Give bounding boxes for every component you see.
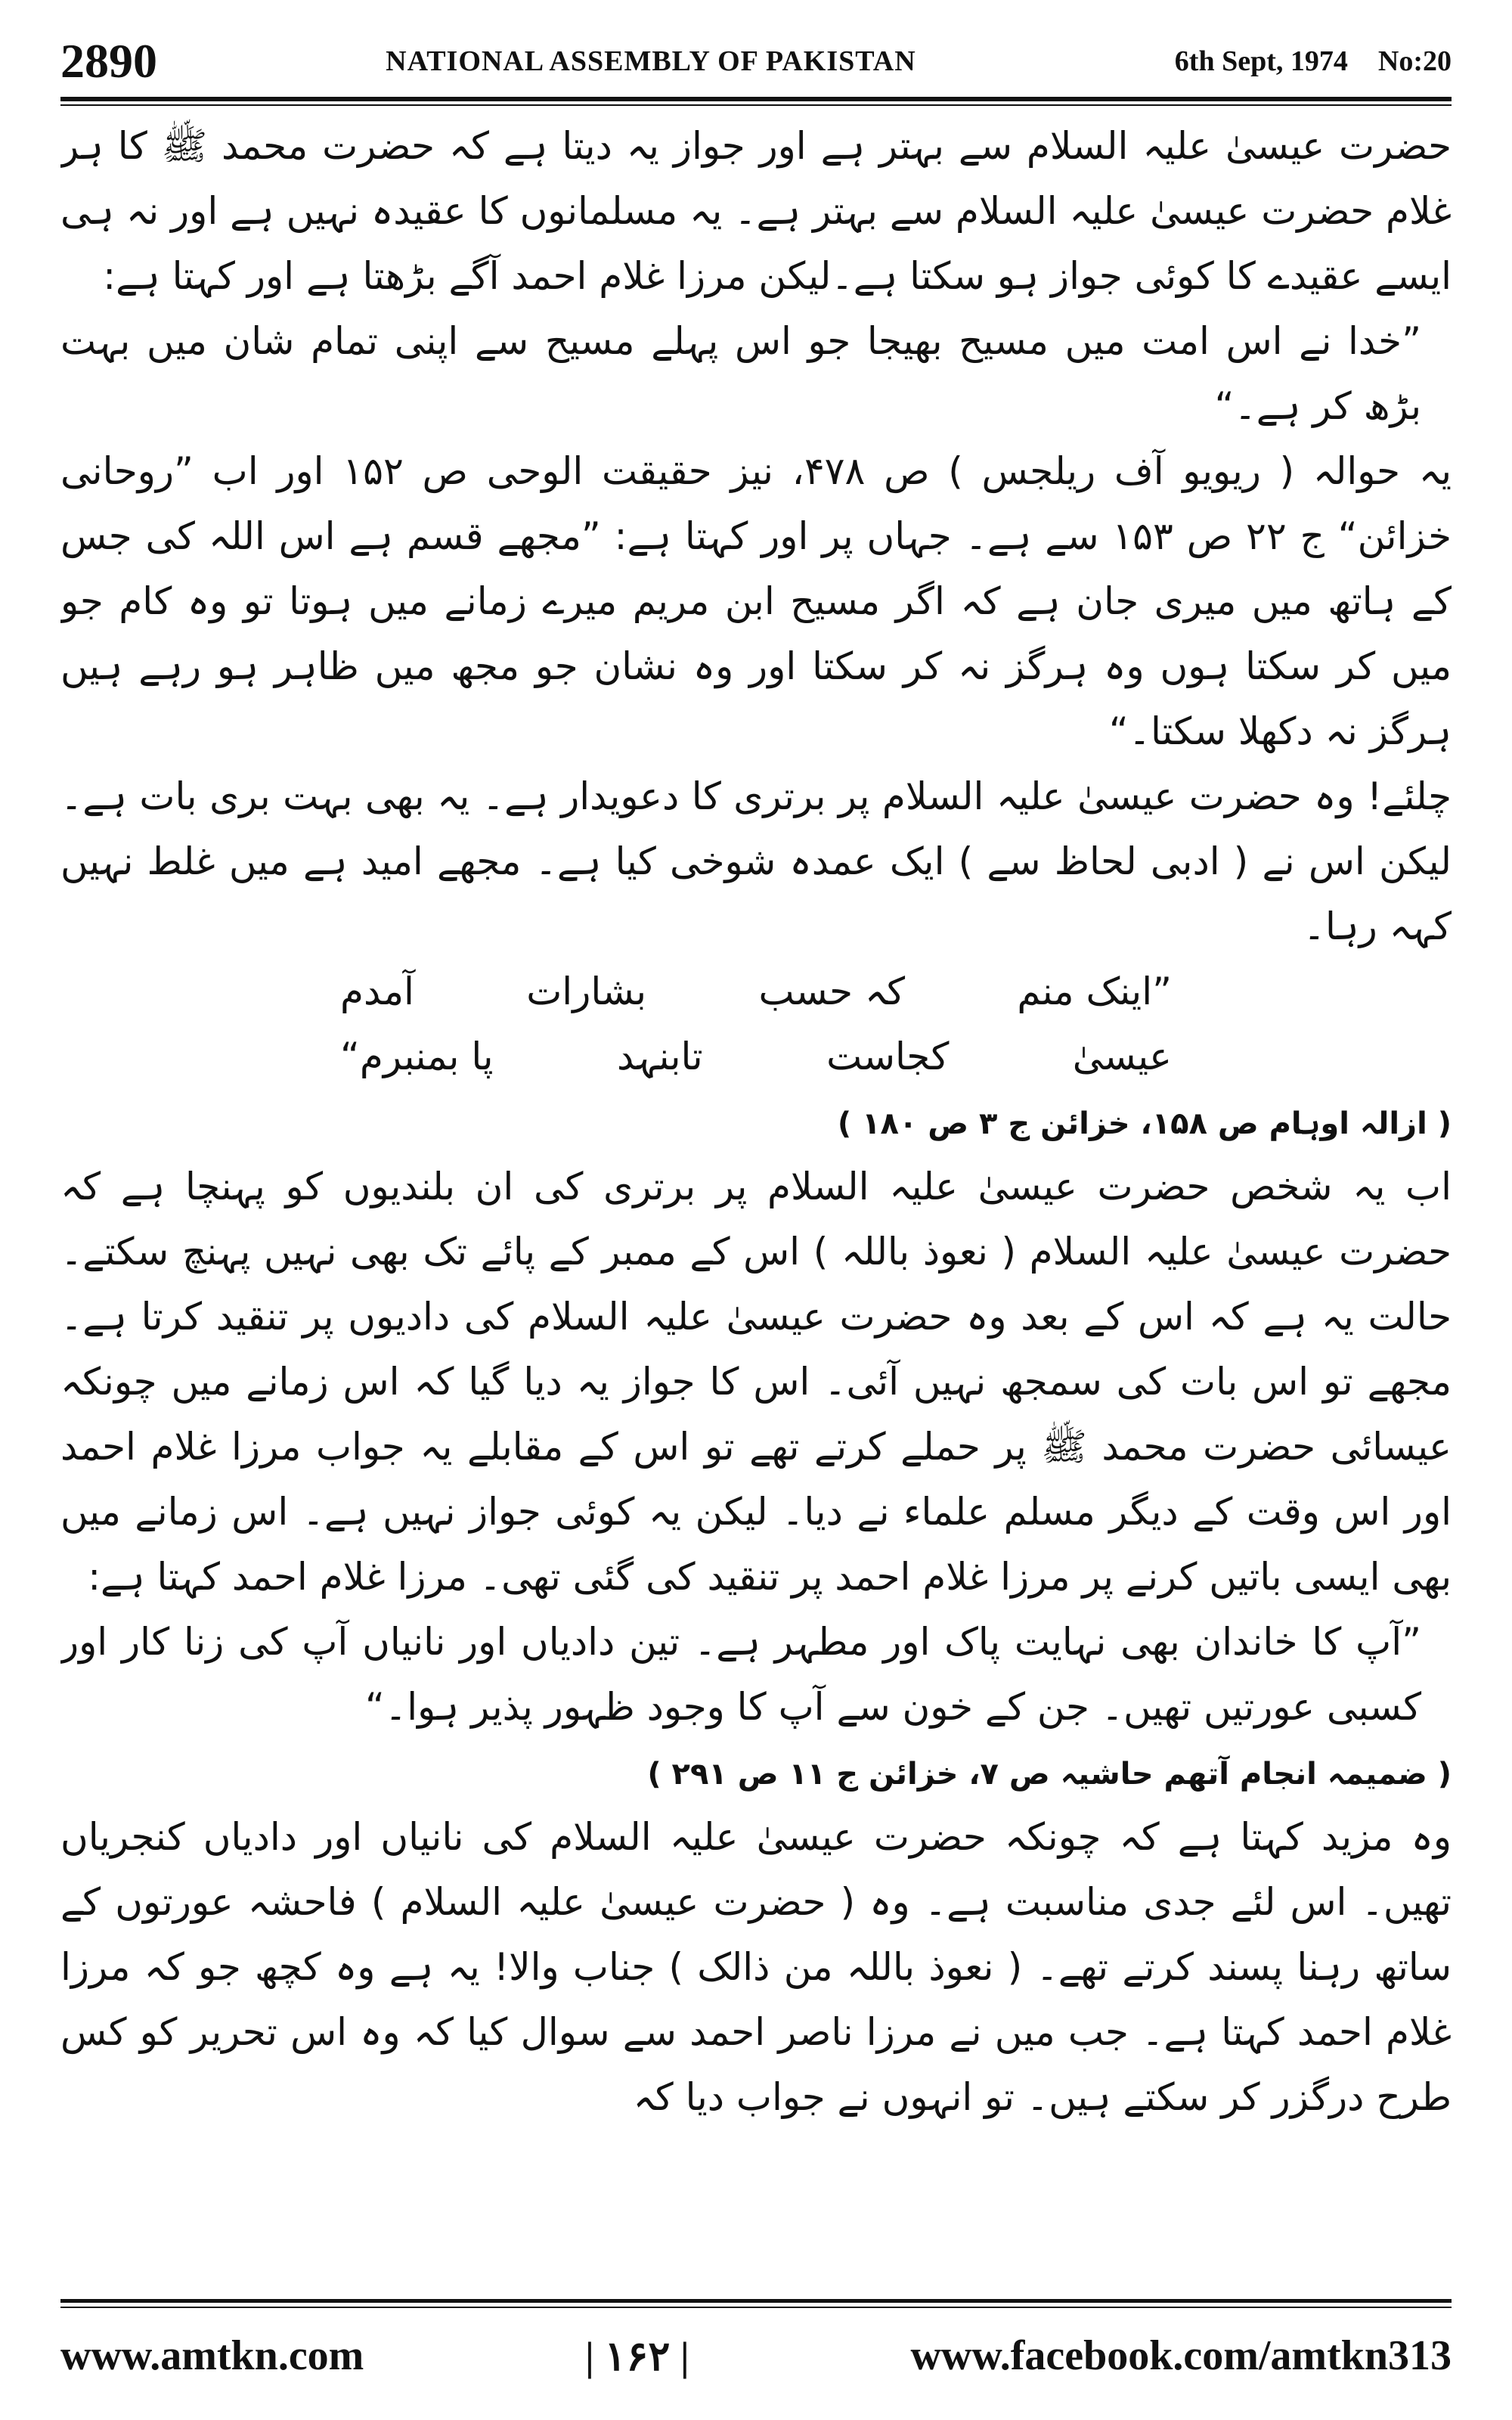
- paragraph-2: یہ حوالہ ( ریویو آف ریلجس ) ص ۴۷۸، نیز حقیقت الوحی ص ۱۵۲ اور اب ”روحانی خزائن“ ج ۲۲ ص ۱۵۳ سے ہے۔ جہاں پر اور کہتا ہے: ”مجھے قسم ہے اس اللہ کی جس کے ہاتھ میں میری جان ہے کہ اگر مسیح ابن مریم میرے زمانے میں ہوتا تو وہ کام جو میں کر سکتا ہوں وہ ہرگز نہ کر سکتا اور وہ نشان جو مجھ میں ظاہر ہو رہے ہیں ہرگز نہ دکھلا سکتا۔“: [60, 449, 1452, 753]
- paragraph-4: اب یہ شخص حضرت عیسیٰ علیہ السلام پر برتری کی ان بلندیوں کو پہنچا ہے کہ حضرت عیسیٰ علیہ السلام ( نعوذ باللہ ) اس کے ممبر کے پائے تک بھی نہیں پہنچ سکتے۔ حالت یہ ہے کہ اس کے بعد وہ حضرت عیسیٰ علیہ السلام کی دادیوں پر تنقید کرتا ہے۔ مجھے تو اس بات کی سمجھ نہیں آئی۔ اس کا جواز یہ دیا گیا کہ اس زمانے میں چونکہ عیسائی حضرت محمد ﷺ پر حملے کرتے تھے تو اس کے مقابلے یہ جواب مرزا غلام احمد اور اس وقت کے دیگر مسلم علماء نے دیا۔ لیکن یہ کوئی جواز نہیں ہے۔ اس زمانے میں بھی ایسی باتیں کرنے پر مرزا غلام احمد پر تنقید کی گئی تھی۔ مرزا غلام احمد کہتا ہے:: [60, 1165, 1452, 1599]
- page-body: [60, 113, 1452, 2261]
- paragraph-3: چلئے! وہ حضرت عیسیٰ علیہ السلام پر برتری کا دعویدار ہے۔ یہ بھی بہت بری بات ہے۔ لیکن اس نے ( ادبی لحاظ سے ) ایک عمدہ شوخی کیا ہے۔ مجھے امید ہے میں غلط نہیں کہہ رہا۔: [60, 774, 1452, 948]
- verse-line-1: [340, 959, 1172, 1024]
- quote-1: ”خدا نے اس امت میں مسیح بھیجا جو اس پہلے مسیح سے اپنی تمام شان میں بہت بڑھ کر ہے۔“: [60, 319, 1421, 428]
- footer-page-marker: | ۱۶۲ |: [585, 2333, 689, 2379]
- footer-rule: [60, 2299, 1452, 2303]
- verse-word: ”اینک منم: [1017, 970, 1172, 1013]
- header-date: 6th Sept, 1974: [1174, 45, 1348, 77]
- page-number: 2890: [60, 34, 157, 88]
- verse-word: عیسیٰ: [1072, 1035, 1172, 1078]
- footer-website-link[interactable]: www.amtkn.com: [60, 2332, 364, 2379]
- page-footer: [60, 2322, 1452, 2390]
- paragraph-1: حضرت عیسیٰ علیہ السلام سے بہتر ہے اور جواز یہ دیتا ہے کہ حضرت محمد ﷺ کا ہر غلام حضرت عیسیٰ علیہ السلام سے بہتر ہے۔ یہ مسلمانوں کا عقیدہ نہیں ہے اور نہ ہی ایسے عقیدے کا کوئی جواز ہو سکتا ہے۔لیکن مرزا غلام احمد آگے بڑھتا ہے اور کہتا ہے:: [60, 124, 1452, 298]
- verse-word: بشارات: [526, 970, 647, 1013]
- quote-2: ”آپ کا خاندان بھی نہایت پاک اور مطہر ہے۔ تین دادیاں اور نانیاں آپ کی زنا کار اور کسبی عورتیں تھیں۔ جن کے خون سے آپ کا وجود ظہور پذیر ہوا۔“: [60, 1620, 1421, 1729]
- header-meta: [1145, 45, 1452, 78]
- verse-line-2: [340, 1024, 1172, 1089]
- citation-2: ( ضمیمہ انجام آتھم حاشیہ ص ۷، خزائن ج ۱۱ ص ۲۹۱ ): [647, 1757, 1452, 1792]
- persian-verse: [60, 959, 1452, 1089]
- verse-word: کہ حسب: [758, 970, 906, 1013]
- publication-title: NATIONAL ASSEMBLY OF PAKISTAN: [386, 45, 916, 77]
- page-header: [60, 27, 1452, 95]
- header-rule-thin: [60, 104, 1452, 106]
- verse-word: تابنہد: [616, 1035, 703, 1078]
- header-issue: No:20: [1377, 45, 1452, 77]
- citation-1: ( ازالہ اوہام ص ۱۵۸، خزائن ج ۳ ص ۱۸۰ ): [837, 1106, 1452, 1141]
- footer-facebook-link[interactable]: www.facebook.com/amtkn313: [910, 2332, 1452, 2379]
- verse-word: پا بمنبرم“: [340, 1035, 494, 1078]
- footer-rule-thin: [60, 2307, 1452, 2308]
- header-rule: [60, 97, 1452, 101]
- paragraph-5: وہ مزید کہتا ہے کہ چونکہ حضرت عیسیٰ علیہ السلام کی نانیاں اور دادیاں کنجریاں تھیں۔ اس لئے جدی مناسبت ہے۔ وہ ( حضرت عیسیٰ علیہ السلام ) فاحشہ عورتوں کے ساتھ رہنا پسند کرتے تھے۔ ( نعوذ باللہ من ذالک ) جناب والا! یہ ہے وہ کچھ جو کہ مرزا غلام احمد کہتا ہے۔ جب میں نے مرزا ناصر احمد سے سوال کیا کہ وہ اس تحریر کو کس طرح درگزر کر سکتے ہیں۔ تو انہوں نے جواب دیا کہ: [60, 1815, 1452, 2119]
- verse-word: کجاست: [826, 1035, 950, 1078]
- verse-word: آمدم: [340, 970, 414, 1013]
